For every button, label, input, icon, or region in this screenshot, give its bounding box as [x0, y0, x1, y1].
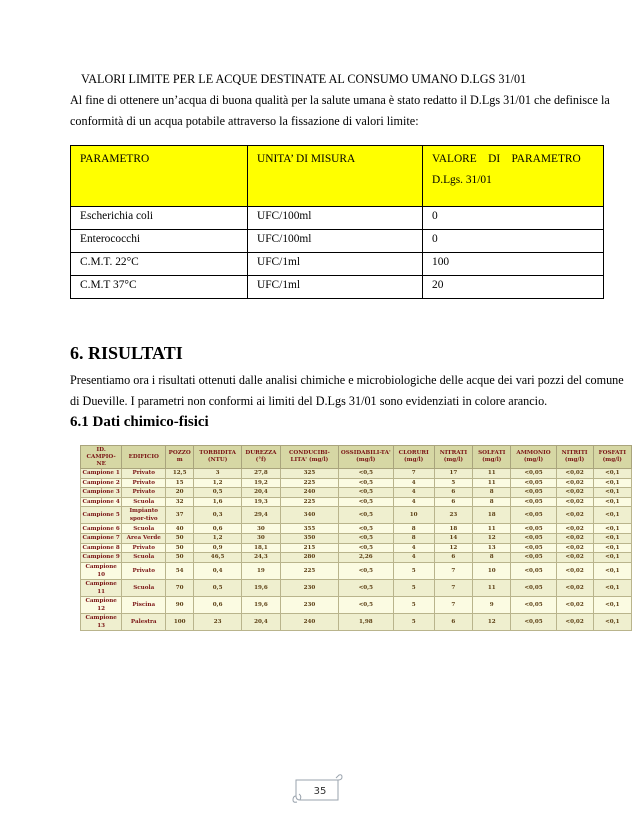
table-cell: 18,1 [242, 543, 281, 553]
table-cell: <0,5 [338, 562, 393, 579]
limits-heading: VALORI LIMITE PER LE ACQUE DESTINATE AL CONSUMO UMANO D.LGS 31/01 [81, 72, 527, 86]
table-cell: 8 [473, 488, 511, 498]
cell-valore: 0 [423, 207, 604, 230]
table-cell: <0,1 [593, 562, 631, 579]
table-cell: 280 [280, 553, 338, 563]
table-cell: 8 [473, 497, 511, 507]
table-cell: 350 [280, 533, 338, 543]
table-cell: Privato [122, 469, 166, 479]
header-parametro: PARAMETRO [71, 146, 248, 207]
results-paragraph-line2: di Dueville. I parametri non conformi ai limiti del D.Lgs 31/01 sono evidenziati in colore arancio. [70, 394, 548, 408]
table-cell: <0,05 [511, 562, 556, 579]
table-cell: 230 [280, 596, 338, 613]
table-cell: 0,6 [194, 596, 242, 613]
header-valore [423, 146, 604, 207]
table-cell: <0,1 [593, 497, 631, 507]
table-row [81, 497, 632, 507]
table-cell: 8 [393, 533, 434, 543]
table-row [81, 507, 632, 524]
table-cell: 1,2 [194, 478, 242, 488]
table-cell: 5 [393, 596, 434, 613]
chemical-table-header-cell: NITRATI (mg/l) [434, 446, 472, 469]
table-cell: 4 [393, 553, 434, 563]
table-cell: <0,02 [556, 488, 593, 498]
table-cell: 5 [393, 579, 434, 596]
header-unita: UNITA’ DI MISURA [248, 146, 423, 207]
table-cell: 30 [242, 533, 281, 543]
table-cell: <0,02 [556, 579, 593, 596]
table-cell: 20,4 [242, 488, 281, 498]
table-cell: Campione 4 [81, 497, 122, 507]
table-row [71, 253, 604, 276]
table-cell: 9 [473, 596, 511, 613]
table-cell: <0,5 [338, 596, 393, 613]
table-cell: <0,1 [593, 579, 631, 596]
chemical-table-header-cell: OSSIDABILI-TA' (mg/l) [338, 446, 393, 469]
table-cell: Campione 3 [81, 488, 122, 498]
table-cell: 0,5 [194, 488, 242, 498]
table-cell: 24,3 [242, 553, 281, 563]
chemical-table-header-cell: FOSFATI (mg/l) [593, 446, 631, 469]
table-cell: Campione 12 [81, 596, 122, 613]
table-cell: 23 [194, 613, 242, 630]
table-cell: <0,02 [556, 562, 593, 579]
header-valore-line2: D.Lgs. 31/01 [432, 174, 492, 186]
table-cell: 340 [280, 507, 338, 524]
table-cell: 54 [166, 562, 194, 579]
cell-valore: 20 [423, 276, 604, 299]
table-cell: 0,6 [194, 524, 242, 534]
table-cell: 240 [280, 488, 338, 498]
table-cell: Area Verde [122, 533, 166, 543]
table-cell: 12 [434, 543, 472, 553]
results-paragraph-line1: Presentiamo ora i risultati ottenuti dalle analisi chimiche e microbiologiche delle acque dei vari pozzi del comune [70, 373, 624, 387]
table-cell: <0,1 [593, 524, 631, 534]
table-cell: <0,5 [338, 469, 393, 479]
table-cell: 8 [473, 553, 511, 563]
chemical-table-header [81, 446, 632, 469]
table-cell: Scuola [122, 579, 166, 596]
cell-unita: UFC/1ml [248, 253, 423, 276]
chemical-table-header-cell: TORBIDITA (NTU) [194, 446, 242, 469]
table-cell: Privato [122, 488, 166, 498]
table-cell: 8 [393, 524, 434, 534]
table-cell: Piscina [122, 596, 166, 613]
table-cell: 19 [242, 562, 281, 579]
table-cell: 23 [434, 507, 472, 524]
table-cell: 240 [280, 613, 338, 630]
table-cell: 230 [280, 579, 338, 596]
table-cell: 0,5 [194, 579, 242, 596]
table-cell: 19,6 [242, 579, 281, 596]
table-cell: 325 [280, 469, 338, 479]
table-cell: <0,5 [338, 524, 393, 534]
limits-table-header [71, 146, 604, 207]
table-cell: 11 [473, 469, 511, 479]
table-cell: Privato [122, 478, 166, 488]
table-cell: 46,5 [194, 553, 242, 563]
table-cell: <0,05 [511, 524, 556, 534]
table-cell: Scuola [122, 524, 166, 534]
table-cell: <0,02 [556, 469, 593, 479]
table-cell: 6 [434, 488, 472, 498]
table-cell: 19,3 [242, 497, 281, 507]
table-cell: <0,02 [556, 613, 593, 630]
table-cell: <0,05 [511, 533, 556, 543]
table-cell: <0,05 [511, 507, 556, 524]
chemical-table-header-cell: POZZO m [166, 446, 194, 469]
table-cell: 19,6 [242, 596, 281, 613]
table-cell: <0,5 [338, 488, 393, 498]
table-cell: 6 [434, 613, 472, 630]
table-cell: 19,2 [242, 478, 281, 488]
table-cell: 11 [473, 478, 511, 488]
cell-valore: 100 [423, 253, 604, 276]
cell-unita: UFC/100ml [248, 207, 423, 230]
table-cell: 37 [166, 507, 194, 524]
table-cell: 6 [434, 553, 472, 563]
table-cell: <0,05 [511, 613, 556, 630]
table-cell: <0,02 [556, 553, 593, 563]
table-cell: 11 [473, 524, 511, 534]
table-cell: 4 [393, 488, 434, 498]
table-row [81, 488, 632, 498]
table-cell: 29,4 [242, 507, 281, 524]
cell-valore: 0 [423, 230, 604, 253]
table-cell: Campione 9 [81, 553, 122, 563]
chemical-data-table [80, 445, 632, 631]
table-cell: <0,5 [338, 478, 393, 488]
table-cell: 13 [473, 543, 511, 553]
table-cell: 4 [393, 497, 434, 507]
table-cell: <0,1 [593, 543, 631, 553]
table-cell: Campione 6 [81, 524, 122, 534]
table-row [71, 207, 604, 230]
table-cell: 2,26 [338, 553, 393, 563]
table-cell: 100 [166, 613, 194, 630]
table-cell: Scuola [122, 553, 166, 563]
page-number: 35 [313, 786, 327, 797]
table-cell: 1,98 [338, 613, 393, 630]
table-cell: 30 [242, 524, 281, 534]
table-cell: <0,1 [593, 469, 631, 479]
table-cell: 1,6 [194, 497, 242, 507]
table-cell: <0,1 [593, 488, 631, 498]
table-cell: 27,8 [242, 469, 281, 479]
section-title: 6. RISULTATI [70, 343, 183, 363]
table-cell: Campione 1 [81, 469, 122, 479]
chemical-table-header-cell: CONDUCIBI-LITA' (mg/l) [280, 446, 338, 469]
table-cell: 3 [194, 469, 242, 479]
table-cell: 10 [393, 507, 434, 524]
table-cell: 0,9 [194, 543, 242, 553]
chemical-table-header-cell: CLORURI (mg/l) [393, 446, 434, 469]
table-cell: 11 [473, 579, 511, 596]
table-cell: 18 [434, 524, 472, 534]
table-cell: <0,05 [511, 579, 556, 596]
table-row [81, 524, 632, 534]
cell-parametro: Escherichia coli [71, 207, 248, 230]
table-cell: Privato [122, 543, 166, 553]
table-cell: 1,2 [194, 533, 242, 543]
table-cell: 50 [166, 553, 194, 563]
table-cell: 6 [434, 497, 472, 507]
table-row [81, 613, 632, 630]
table-cell: Campione 8 [81, 543, 122, 553]
table-row [81, 469, 632, 479]
chemical-table-header-cell: AMMONIO (mg/l) [511, 446, 556, 469]
table-cell: 225 [280, 497, 338, 507]
table-cell: Campione 2 [81, 478, 122, 488]
table-cell: 40 [166, 524, 194, 534]
subsection-title: 6.1 Dati chimico-fisici [70, 414, 209, 430]
table-cell: <0,05 [511, 497, 556, 507]
table-cell: 12 [473, 613, 511, 630]
table-cell: <0,02 [556, 524, 593, 534]
cell-parametro: Enterococchi [71, 230, 248, 253]
table-cell: 50 [166, 533, 194, 543]
table-cell: 5 [434, 478, 472, 488]
table-cell: <0,02 [556, 596, 593, 613]
table-cell: 32 [166, 497, 194, 507]
table-cell: <0,1 [593, 478, 631, 488]
table-row [81, 553, 632, 563]
table-cell: 5 [393, 613, 434, 630]
table-cell: 20,4 [242, 613, 281, 630]
table-cell: 5 [393, 562, 434, 579]
table-cell: 355 [280, 524, 338, 534]
table-row [71, 230, 604, 253]
table-cell: <0,1 [593, 613, 631, 630]
table-cell: Privato [122, 562, 166, 579]
table-cell: <0,1 [593, 596, 631, 613]
table-row [71, 276, 604, 299]
chemical-table-header-cell: ID. CAMPIO-NE [81, 446, 122, 469]
table-cell: <0,1 [593, 553, 631, 563]
table-cell: <0,5 [338, 497, 393, 507]
table-cell: <0,5 [338, 543, 393, 553]
cell-parametro: C.M.T 37°C [71, 276, 248, 299]
table-cell: <0,05 [511, 478, 556, 488]
chemical-table-header-cell: DUREZZA (°f) [242, 446, 281, 469]
intro-paragraph-line1: Al fine di ottenere un’acqua di buona qualità per la salute umana è stato redatto il D.Lgs 31/01 che definisce la [70, 93, 610, 107]
table-cell: 7 [434, 579, 472, 596]
table-cell: <0,05 [511, 469, 556, 479]
table-cell: Campione 11 [81, 579, 122, 596]
table-cell: Campione 7 [81, 533, 122, 543]
table-cell: 4 [393, 478, 434, 488]
table-row [81, 533, 632, 543]
table-cell: <0,5 [338, 507, 393, 524]
table-cell: <0,05 [511, 488, 556, 498]
table-cell: <0,1 [593, 533, 631, 543]
table-cell: 7 [393, 469, 434, 479]
table-cell: <0,5 [338, 533, 393, 543]
table-cell: 225 [280, 562, 338, 579]
table-cell: 15 [166, 478, 194, 488]
chemical-table-header-cell: SOLFATI (mg/l) [473, 446, 511, 469]
table-cell: 18 [473, 507, 511, 524]
table-cell: Campione 13 [81, 613, 122, 630]
table-cell: <0,1 [593, 507, 631, 524]
intro-paragraph-line2: conformità di un acqua potabile attraverso la fissazione di valori limite: [70, 114, 419, 128]
table-row [81, 478, 632, 488]
table-cell: 225 [280, 478, 338, 488]
table-row [81, 579, 632, 596]
table-cell: <0,5 [338, 579, 393, 596]
table-cell: 0,4 [194, 562, 242, 579]
limits-table [70, 145, 604, 299]
table-cell: <0,02 [556, 497, 593, 507]
table-cell: 7 [434, 596, 472, 613]
table-cell: <0,05 [511, 596, 556, 613]
table-row [81, 596, 632, 613]
table-cell: <0,02 [556, 543, 593, 553]
cell-unita: UFC/100ml [248, 230, 423, 253]
table-cell: Palestra [122, 613, 166, 630]
table-cell: <0,05 [511, 553, 556, 563]
table-cell: 12,5 [166, 469, 194, 479]
table-cell: Scuola [122, 497, 166, 507]
table-cell: Impianto spor-tivo [122, 507, 166, 524]
table-cell: <0,02 [556, 478, 593, 488]
table-cell: <0,05 [511, 543, 556, 553]
table-cell: 90 [166, 596, 194, 613]
table-cell: 215 [280, 543, 338, 553]
table-cell: 70 [166, 579, 194, 596]
table-cell: 17 [434, 469, 472, 479]
table-cell: Campione 10 [81, 562, 122, 579]
table-cell: 10 [473, 562, 511, 579]
table-cell: 50 [166, 543, 194, 553]
table-cell: <0,02 [556, 507, 593, 524]
table-cell: <0,02 [556, 533, 593, 543]
table-cell: 0,3 [194, 507, 242, 524]
table-cell: Campione 5 [81, 507, 122, 524]
table-cell: 14 [434, 533, 472, 543]
table-row [81, 543, 632, 553]
table-row [81, 562, 632, 579]
cell-parametro: C.M.T. 22°C [71, 253, 248, 276]
header-valore-line1: VALORE DI PARAMETRO [432, 153, 581, 165]
chemical-table-header-cell: EDIFICIO [122, 446, 166, 469]
table-cell: 7 [434, 562, 472, 579]
table-cell: 20 [166, 488, 194, 498]
cell-unita: UFC/1ml [248, 276, 423, 299]
table-cell: 4 [393, 543, 434, 553]
table-cell: 12 [473, 533, 511, 543]
chemical-table-header-cell: NITRITI (mg/l) [556, 446, 593, 469]
